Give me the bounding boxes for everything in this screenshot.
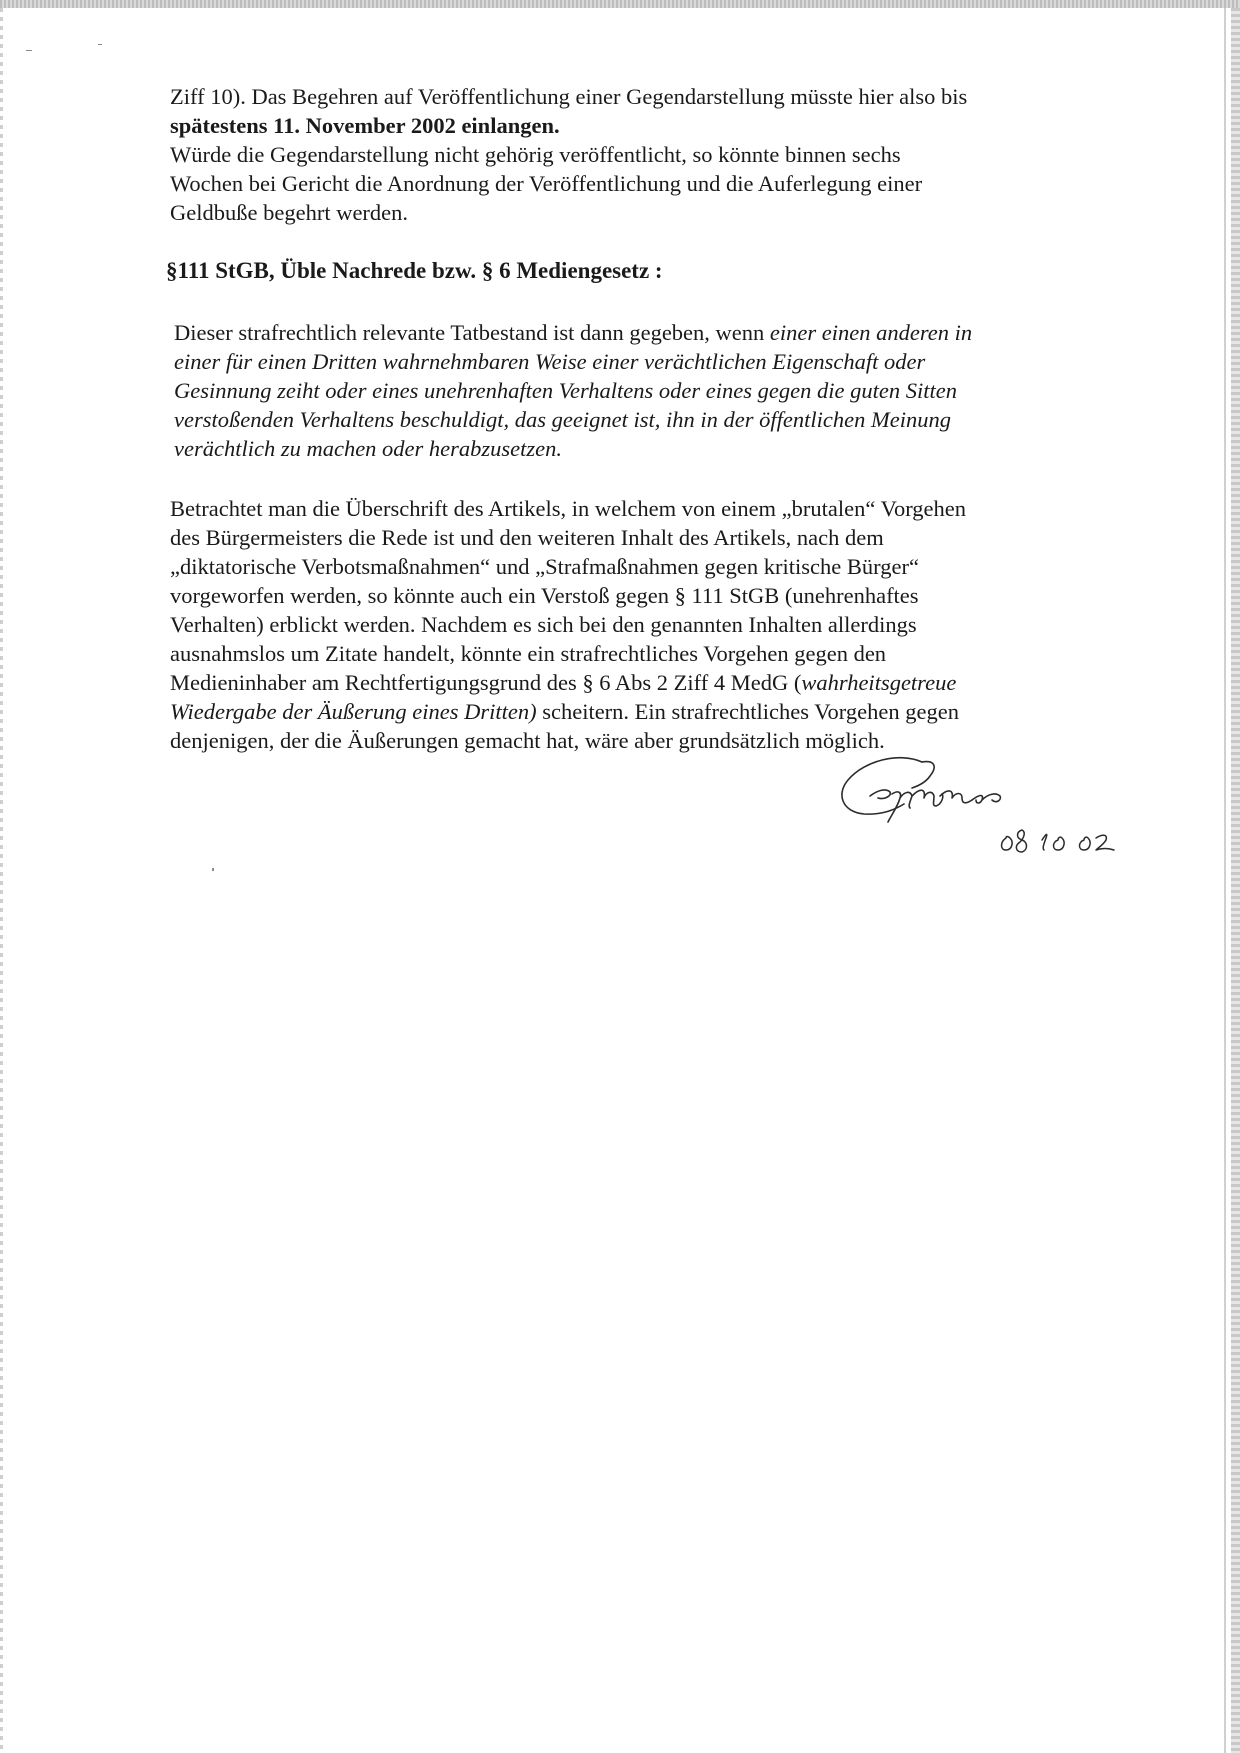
definition-line (174, 347, 1104, 376)
definition-paragraph (174, 318, 1104, 463)
definition-quote: einer für einen Dritten wahrnehmbaren Weise einer verächtlichen Eigenschaft oder (174, 349, 926, 374)
analysis-line: des Bürgermeisters die Rede ist und den weiteren Inhalt des Artikels, nach dem (170, 525, 884, 550)
handwritten-signature (830, 752, 1130, 872)
date-stroke (1080, 837, 1091, 850)
analysis-line: Betrachtet man die Überschrift des Artikels, in welchem von einem „brutalen“ Vorgehen (170, 496, 967, 521)
analysis-text: scheitern. Ein strafrechtliches Vorgehen gegen (536, 699, 959, 724)
scan-edge-right (1231, 8, 1240, 1753)
intro-line: Ziff 10). Das Begehren auf Veröffentlichung einer Gegendarstellung müsste hier also bis (170, 84, 968, 109)
definition-lead: Dieser strafrechtlich relevante Tatbestand ist dann gegeben, wenn (174, 320, 770, 345)
definition-line (174, 318, 1104, 347)
analysis-line: Verhalten) erblickt werden. Nachdem es sich bei den genannten Inhalten allerdings (170, 612, 917, 637)
analysis-line: ausnahmslos um Zitate handelt, könnte ein strafrechtliches Vorgehen gegen den (170, 641, 887, 666)
analysis-line (170, 668, 1100, 697)
analysis-line: vorgeworfen werden, so könnte auch ein Verstoß gegen § 111 StGB (unehrenhaftes (170, 583, 919, 608)
signature-stroke (912, 762, 934, 788)
analysis-quote: Wiedergabe der Äußerung eines Dritten) (170, 699, 537, 724)
definition-line (174, 405, 1104, 434)
date-stroke (1016, 830, 1026, 852)
scan-edge-right-line (1224, 8, 1226, 1753)
signature-stroke (972, 794, 1000, 803)
signature-stroke (870, 790, 890, 799)
scan-edge-top (0, 0, 1240, 8)
intro-line: Geldbuße begehrt werden. (170, 200, 409, 225)
date-stroke (1096, 835, 1114, 850)
signature-stroke (940, 791, 972, 803)
scan-speck (26, 50, 32, 51)
date-stroke (1054, 837, 1065, 850)
definition-quote: verstoßenden Verhaltens beschuldigt, das geeignet ist, ihn in der öffentlichen Meinung (174, 407, 951, 432)
definition-line (174, 376, 1104, 405)
intro-line: Würde die Gegendarstellung nicht gehörig veröffentlicht, so könnte binnen sechs (170, 142, 901, 167)
definition-quote: einer einen anderen in (769, 320, 973, 345)
analysis-quote: wahrheitsgetreue (801, 670, 957, 695)
definition-quote: verächtlich zu machen oder herabzusetzen. (174, 436, 563, 461)
section-heading: §111 StGB, Üble Nachrede bzw. § 6 Mediengesetz : (166, 258, 663, 283)
analysis-paragraph (170, 494, 1100, 755)
scan-speck (212, 868, 214, 871)
analysis-line (170, 697, 1100, 726)
analysis-line: „diktatorische Verbotsmaßnahmen“ und „Strafmaßnahmen gegen kritische Bürger“ (170, 554, 919, 579)
date-stroke (1002, 837, 1013, 851)
analysis-text: Medieninhaber am Rechtfertigungsgrund des § 6 Abs 2 Ziff 4 MedG ( (170, 670, 802, 695)
scan-speck (98, 44, 102, 45)
intro-paragraph (170, 82, 1100, 227)
definition-quote: Gesinnung zeiht oder eines unehrenhaften Verhaltens oder eines gegen die guten Sitten (174, 378, 957, 403)
intro-line: Wochen bei Gericht die Anordnung der Veröffentlichung und die Auferlegung einer (170, 171, 923, 196)
deadline-text: spätestens 11. November 2002 einlangen. (170, 113, 560, 138)
date-stroke (1042, 834, 1047, 850)
signature-stroke (912, 790, 943, 806)
scan-edge-left (0, 8, 3, 1753)
definition-line (174, 434, 1104, 463)
analysis-line: denjenigen, der die Äußerungen gemacht hat, wäre aber grundsätzlich möglich. (170, 728, 885, 753)
